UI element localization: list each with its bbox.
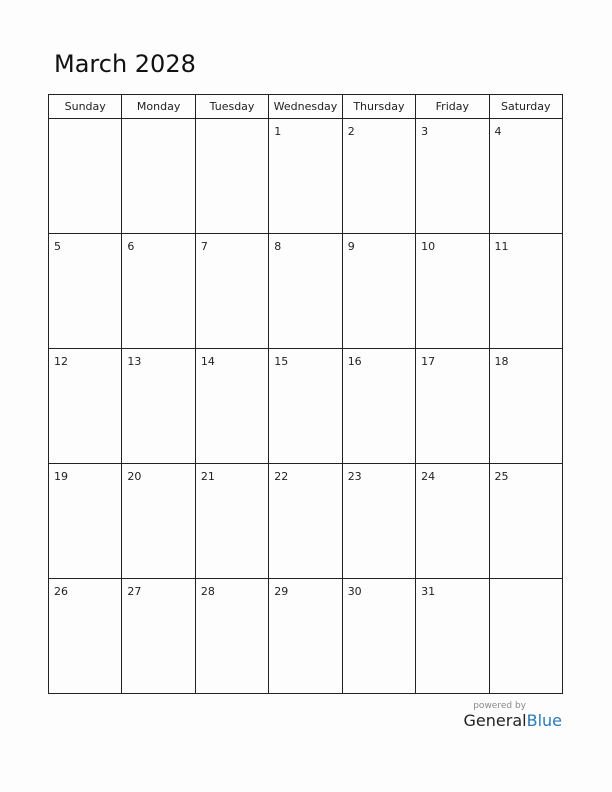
- day-number: 1: [274, 125, 282, 138]
- day-number: 4: [494, 125, 502, 138]
- day-cell: [269, 119, 342, 234]
- day-cell: [489, 119, 562, 234]
- day-number: 10: [421, 240, 436, 253]
- generalblue-logo: [464, 701, 562, 730]
- day-cell: [195, 579, 268, 694]
- weekday-header: Tuesday: [195, 95, 268, 119]
- day-cell: [489, 234, 562, 349]
- brand-name: [464, 711, 562, 730]
- day-cell: [416, 119, 489, 234]
- page-title: March 2028: [54, 50, 196, 78]
- day-cell: [49, 234, 122, 349]
- day-number: 15: [274, 355, 289, 368]
- day-cell: [342, 119, 415, 234]
- week-row: [49, 464, 563, 579]
- day-cell: [416, 349, 489, 464]
- day-number: [122, 119, 194, 125]
- day-cell: [416, 579, 489, 694]
- day-number: 21: [200, 470, 215, 483]
- day-cell: [342, 464, 415, 579]
- day-number: 8: [274, 240, 282, 253]
- day-number: 25: [494, 470, 509, 483]
- day-number: 9: [347, 240, 355, 253]
- day-number: 28: [200, 585, 215, 598]
- day-number: 7: [200, 240, 208, 253]
- day-cell: [342, 234, 415, 349]
- day-number: 13: [127, 355, 142, 368]
- day-number: [49, 119, 121, 125]
- weekday-header: Friday: [416, 95, 489, 119]
- day-cell: [195, 349, 268, 464]
- day-number: [490, 579, 562, 585]
- day-cell: [269, 349, 342, 464]
- day-number: [196, 119, 268, 125]
- calendar-grid: [48, 94, 563, 694]
- day-number: 19: [54, 470, 68, 483]
- day-number: 24: [421, 470, 436, 483]
- day-number: 23: [347, 470, 362, 483]
- powered-by-text: powered by: [473, 701, 526, 711]
- day-cell: [269, 579, 342, 694]
- day-cell: [416, 464, 489, 579]
- day-cell: [122, 349, 195, 464]
- day-cell: [269, 234, 342, 349]
- day-number: 20: [127, 470, 142, 483]
- weekday-header-row: [49, 95, 563, 119]
- day-cell: [195, 464, 268, 579]
- day-number: 16: [347, 355, 362, 368]
- day-number: 12: [54, 355, 68, 368]
- day-cell: [342, 579, 415, 694]
- day-number: 2: [347, 125, 355, 138]
- day-cell: [416, 234, 489, 349]
- weekday-header: Wednesday: [269, 95, 342, 119]
- day-cell: [49, 349, 122, 464]
- weekday-header: Monday: [122, 95, 195, 119]
- day-cell: [49, 464, 122, 579]
- day-cell: [122, 119, 195, 234]
- day-cell: [489, 349, 562, 464]
- day-cell: [49, 579, 122, 694]
- day-cell: [49, 119, 122, 234]
- day-cell: [269, 464, 342, 579]
- day-number: 30: [347, 585, 362, 598]
- day-number: 17: [421, 355, 436, 368]
- day-number: 11: [494, 240, 509, 253]
- day-number: 22: [274, 470, 289, 483]
- day-cell: [342, 349, 415, 464]
- week-row: [49, 579, 563, 694]
- day-number: 6: [127, 240, 135, 253]
- weekday-header: Thursday: [342, 95, 415, 119]
- day-number: 14: [200, 355, 215, 368]
- week-row: [49, 119, 563, 234]
- brand-general: General: [463, 711, 527, 730]
- day-number: 5: [54, 240, 61, 253]
- day-number: 31: [421, 585, 436, 598]
- day-number: 29: [274, 585, 289, 598]
- day-number: 26: [54, 585, 68, 598]
- day-cell: [489, 464, 562, 579]
- week-row: [49, 349, 563, 464]
- day-cell: [122, 579, 195, 694]
- day-cell: [489, 579, 562, 694]
- day-number: 18: [494, 355, 509, 368]
- day-cell: [195, 234, 268, 349]
- day-number: 27: [127, 585, 142, 598]
- weekday-header: Sunday: [49, 95, 122, 119]
- weekday-header: Saturday: [489, 95, 562, 119]
- day-cell: [122, 464, 195, 579]
- week-row: [49, 234, 563, 349]
- day-number: 3: [421, 125, 429, 138]
- day-cell: [122, 234, 195, 349]
- day-cell: [195, 119, 268, 234]
- brand-blue: Blue: [526, 711, 562, 730]
